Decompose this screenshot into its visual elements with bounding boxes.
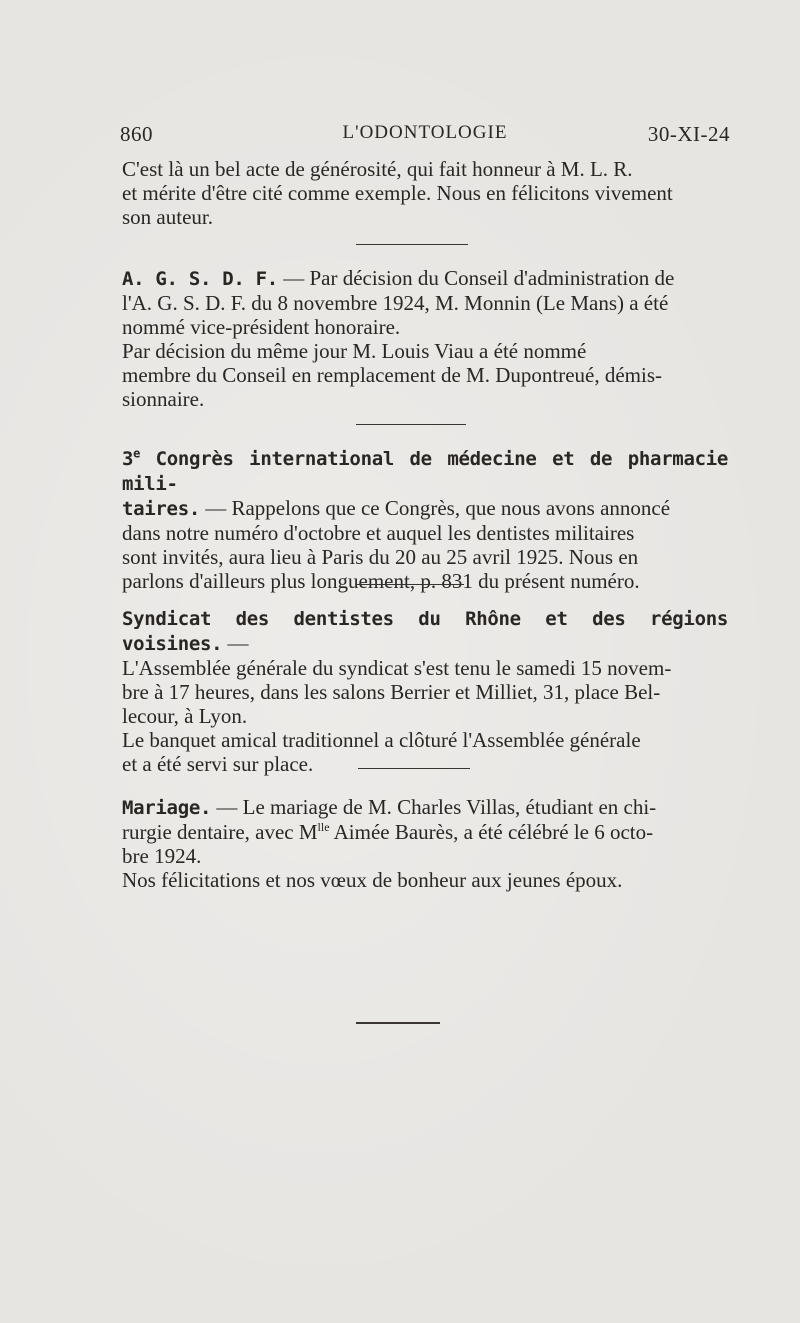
section-heading: Mariage. (122, 797, 212, 819)
section-heading-cont: taires. (122, 498, 200, 520)
text-line (122, 496, 728, 521)
text-line: membre du Conseil en remplacement de M. Dupontreué, démis- (122, 363, 663, 387)
text-line: sionnaire. (122, 387, 205, 411)
text-line: l'A. G. S. D. F. du 8 novembre 1924, M. Monnin (Le Mans) a été (122, 291, 669, 315)
section-divider (356, 584, 464, 585)
text-line: et mérite d'être cité comme exemple. Nous en félicitons vivement (122, 181, 673, 205)
paragraph-agsdf (122, 266, 728, 411)
section-heading: A. G. S. D. F. (122, 268, 278, 290)
section-heading: Syndicat des dentistes du Rhône et des régions voisines. (122, 608, 728, 655)
text-run: — Par décision du Conseil d'administration de (277, 266, 675, 290)
text-line (122, 606, 728, 656)
page-number: 860 (120, 122, 153, 146)
text-line: lecour, à Lyon. (122, 704, 248, 728)
text-line: sont invités, aura lieu à Paris du 20 au 25 avril 1925. Nous en (122, 545, 639, 569)
issue-date: 30-XI-24 (647, 122, 730, 146)
ordinal-number: 3 (122, 448, 134, 470)
running-header (120, 122, 730, 148)
text-run: — Rappelons que ce Congrès, que nous avons annoncé (199, 496, 671, 520)
section-heading (122, 448, 728, 495)
text-run: — (222, 631, 249, 655)
text-line: dans notre numéro d'octobre et auquel les dentistes militaires (122, 521, 635, 545)
journal-title: L'ODONTOLOGIE (342, 122, 508, 143)
text-line: C'est là un bel acte de générosité, qui fait honneur à M. L. R. (122, 157, 633, 181)
text-line (122, 795, 728, 820)
text-line: son auteur. (122, 205, 213, 229)
text-line (122, 266, 728, 291)
text-line: L'Assemblée générale du syndicat s'est tenu le samedi 15 novem- (122, 656, 672, 680)
end-divider (356, 1022, 440, 1024)
paragraph-intro (122, 157, 728, 229)
text-line: bre à 17 heures, dans les salons Berrier et Milliet, 31, place Bel- (122, 680, 661, 704)
text-line (122, 446, 728, 496)
text-line: bre 1924. (122, 844, 202, 868)
title-suffix: lle (317, 820, 330, 834)
text-run: Aimée Baurès, a été célébré le 6 octo- (329, 820, 654, 844)
paragraph-syndicat (122, 606, 728, 776)
text-run: rurgie dentaire, avec M (122, 820, 318, 844)
paragraph-mariage (122, 795, 728, 892)
section-divider (358, 768, 470, 769)
section-divider (356, 424, 466, 425)
text-line: nommé vice-président honoraire. (122, 315, 401, 339)
text-run: — Le mariage de M. Charles Villas, étudiant en chi- (211, 795, 657, 819)
text-line: Par décision du même jour M. Louis Viau a été nommé (122, 339, 587, 363)
text-line: Le banquet amical traditionnel a clôturé l'Assemblée générale (122, 728, 641, 752)
text-line: parlons d'ailleurs plus longuement, p. 831 du présent numéro. (122, 569, 640, 593)
text-line: et a été servi sur place. (122, 752, 314, 776)
heading-text: Congrès international de médecine et de pharmacie mili- (122, 448, 728, 495)
section-divider (356, 244, 468, 245)
paragraph-congres (122, 446, 728, 593)
text-line (122, 820, 728, 844)
ordinal-suffix: e (133, 446, 141, 461)
text-line: Nos félicitations et nos vœux de bonheur aux jeunes époux. (122, 868, 623, 892)
